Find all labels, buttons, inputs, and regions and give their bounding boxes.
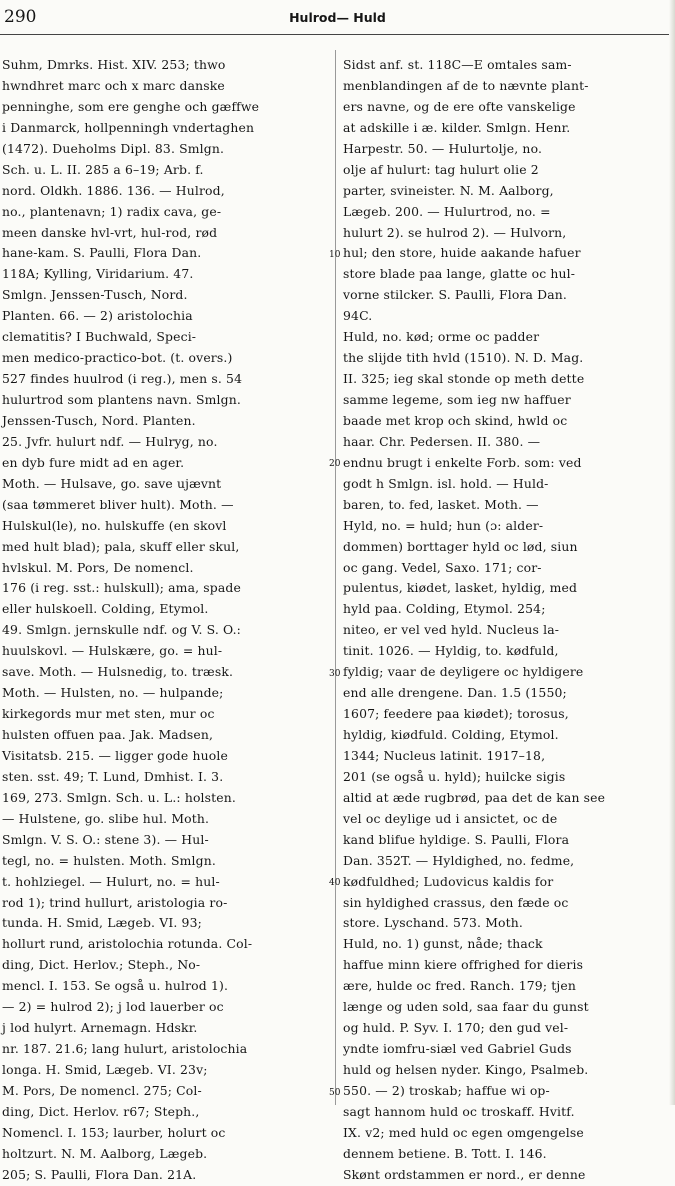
text-line: Hulskul(le), no. hulskuffe (en skovl xyxy=(2,517,227,533)
text-line: Moth. — Hulsten, no. — hulpande; xyxy=(2,685,224,701)
text-line: eller hulskoell. Colding, Etymol. xyxy=(2,601,209,617)
text-line: (saa tømmeret bliver hult). Moth. — xyxy=(2,496,234,512)
text-line: oc gang. Vedel, Saxo. 171; cor- xyxy=(343,559,542,575)
text-line: dennem betiene. B. Tott. I. 146. xyxy=(343,1145,547,1161)
text-line: men medico-practico-bot. (t. overs.) xyxy=(2,350,233,366)
text-line: hyldig, kiødfuld. Colding, Etymol. xyxy=(343,727,559,742)
text-line: 118A; Kylling, Viridarium. 47. xyxy=(2,266,194,282)
text-line: 201 (se også u. hyld); huilcke sigis xyxy=(343,768,566,784)
text-line: rod 1); trind hullurt, aristologia ro- xyxy=(2,894,228,910)
text-line: niteo, er vel ved hyld. Nucleus la- xyxy=(343,622,560,638)
text-line: 205; S. Paulli, Flora Dan. 21A. xyxy=(2,1166,197,1182)
text-line: hulsten offuen paa. Jak. Madsen, xyxy=(2,727,214,742)
text-line: M. Pors, De nomencl. 275; Col- xyxy=(2,1082,202,1098)
text-line: tunda. H. Smid, Lægeb. VI. 93; xyxy=(2,915,202,931)
text-line: 1607; feedere paa kiødet); torosus, xyxy=(343,706,569,722)
text-line: sten. sst. 49; T. Lund, Dmhist. I. 3. xyxy=(2,768,224,784)
text-line: no., plantenavn; 1) radix cava, ge- xyxy=(2,203,222,219)
text-line: penninghe, som ere genghe och gæffwe xyxy=(2,98,260,114)
text-line: Moth. — Hulsave, go. save ujævnt xyxy=(2,475,222,491)
text-line: vel oc deylige ud i ansictet, oc de xyxy=(343,810,558,826)
page-edge-shadow xyxy=(669,0,675,1105)
text-line: hwndhret marc och x marc danske xyxy=(2,77,225,93)
text-line: kand blifue hyldige. S. Paulli, Flora xyxy=(343,831,570,847)
text-line: altid at æde rugbrød, paa det de kan see xyxy=(343,789,606,805)
text-line: vorne stilcker. S. Paulli, Flora Dan. xyxy=(343,287,568,303)
text-line: haar. Chr. Pedersen. II. 380. — xyxy=(343,433,541,449)
text-line: endnu brugt i enkelte Forb. som: ved xyxy=(343,454,582,470)
text-line: en dyb fure midt ad en ager. xyxy=(2,454,185,470)
text-line: fyldig; vaar de deyligere oc hyldigere xyxy=(343,664,584,680)
text-line: 527 findes huulrod (i reg.), men s. 54 xyxy=(2,371,243,387)
text-line: pulentus, kiødet, lasket, hyldig, med xyxy=(343,580,578,596)
text-line: kødfuldhed; Ludovicus kaldis for xyxy=(343,873,554,889)
left-column xyxy=(2,55,329,1182)
text-line: dommen) borttager hyld oc lød, siun xyxy=(343,538,578,554)
text-line: Smlgn. Jenssen-Tusch, Nord. xyxy=(2,287,188,303)
text-line: ære, hulde oc fred. Ranch. 179; tjen xyxy=(343,978,576,994)
text-line: Smlgn. V. S. O.: stene 3). — Hul- xyxy=(2,831,209,847)
text-line: — 2) = hulrod 2); j lod lauerber oc xyxy=(2,999,224,1015)
text-line: Lægeb. 200. — Hulurtrod, no. = xyxy=(343,203,551,219)
text-line: olje af hulurt: tag hulurt olie 2 xyxy=(343,161,539,177)
text-line: parter, svineister. N. M. Aalborg, xyxy=(343,182,554,198)
text-line: end alle drengene. Dan. 1.5 (1550; xyxy=(343,685,567,701)
text-line: samme legeme, som ieg nw haffuer xyxy=(343,392,571,407)
text-line: menblandingen af de to nævnte plant- xyxy=(343,77,589,93)
text-line: Nomencl. I. 153; laurber, holurt oc xyxy=(2,1124,226,1140)
text-line: Dan. 352T. — Hyldighed, no. fedme, xyxy=(343,852,575,868)
text-line: Harpestr. 50. — Hulurtolje, no. xyxy=(343,140,543,156)
text-line: Huld, no. kød; orme oc padder xyxy=(343,329,540,345)
text-line: hyld paa. Colding, Etymol. 254; xyxy=(343,601,546,617)
text-line: at adskille i æ. kilder. Smlgn. Henr. xyxy=(343,119,571,135)
text-line: IX. v2; med huld oc egen omgengelse xyxy=(343,1124,584,1140)
text-line: Skønt ordstammen er nord., er denne xyxy=(343,1166,586,1182)
text-line: sagt hannom huld oc troskaff. Hvitf. xyxy=(343,1103,575,1119)
text-line: 25. Jvfr. hulurt ndf. — Hulryg, no. xyxy=(2,433,218,449)
text-line: 1344; Nucleus latinit. 1917–18, xyxy=(343,747,546,763)
text-line: hane-kam. S. Paulli, Flora Dan. xyxy=(2,245,202,261)
text-line: meen danske hvl-vrt, hul-rod, rød xyxy=(2,224,218,240)
text-line: hulurtrod som plantens navn. Smlgn. xyxy=(2,392,241,407)
text-line: the slijde tith hvld (1510). N. D. Mag. xyxy=(343,350,584,366)
text-line: Suhm, Dmrks. Hist. XIV. 253; thwo xyxy=(2,57,226,72)
text-line: II. 325; ieg skal stonde op meth dette xyxy=(343,371,585,387)
text-line: Hyld, no. = huld; hun (ɔ: alder- xyxy=(343,517,544,533)
header-rule xyxy=(0,34,669,35)
text-line: save. Moth. — Hulsnedig, to. træsk. xyxy=(2,664,234,680)
line-number: 50 xyxy=(329,1087,341,1098)
text-line: 169, 273. Smlgn. Sch. u. L.: holsten. xyxy=(2,789,237,805)
text-line: hollurt rund, aristolochia rotunda. Col- xyxy=(2,936,253,952)
text-line: hvlskul. M. Pors, De nomencl. xyxy=(2,559,194,575)
text-line: store blade paa lange, glatte oc hul- xyxy=(343,266,576,282)
text-line: huld og helsen nyder. Kingo, Psalmeb. xyxy=(343,1062,589,1077)
text-line: hulurt 2). se hulrod 2). — Hulvorn, xyxy=(343,224,567,240)
text-line: j lod hulyrt. Arnemagn. Hdskr. xyxy=(2,1020,198,1036)
page-header xyxy=(0,0,675,40)
text-line: Huld, no. 1) gunst, nåde; thack xyxy=(343,936,543,952)
text-line: (1472). Dueholms Dipl. 83. Smlgn. xyxy=(2,140,225,156)
text-line: Visitatsb. 215. — ligger gode huole xyxy=(2,747,228,763)
text-line: baren, to. fed, lasket. Moth. — xyxy=(343,496,539,512)
text-line: Sidst anf. st. 118C—E omtales sam- xyxy=(343,57,572,72)
text-line: tinit. 1026. — Hyldig, to. kødfuld, xyxy=(343,643,559,659)
text-line: t. hohlziegel. — Hulurt, no. = hul- xyxy=(2,873,220,889)
text-line: mencl. I. 153. Se også u. hulrod 1). xyxy=(2,978,229,994)
text-line: i Danmarck, hollpenningh vndertaghen xyxy=(2,119,255,135)
text-line: ers navne, og de ere ofte vanskelige xyxy=(343,98,576,114)
text-line: Sch. u. L. II. 285 a 6–19; Arb. f. xyxy=(2,161,204,177)
text-line: og huld. P. Syv. I. 170; den gud vel- xyxy=(343,1020,569,1036)
right-column xyxy=(343,55,666,1182)
text-line: holtzurt. N. M. Aalborg, Lægeb. xyxy=(2,1145,208,1161)
page-number: 290 xyxy=(4,7,37,27)
running-head: Hulrod— Huld xyxy=(289,10,386,25)
text-line: nr. 187. 21.6; lang hulurt, aristolochia xyxy=(2,1041,248,1057)
line-number: 10 xyxy=(329,249,341,260)
text-line: 176 (i reg. sst.: hulskull); ama, spade xyxy=(2,580,241,596)
text-line: med hult blad); pala, skuff eller skul, xyxy=(2,538,240,554)
text-line: huulskovl. — Hulskære, go. = hul- xyxy=(2,643,223,659)
text-line: haffue minn kiere offrighed for dieris xyxy=(343,957,584,973)
text-line: Planten. 66. — 2) aristolochia xyxy=(2,308,193,324)
line-number: 30 xyxy=(329,668,341,679)
text-line: 49. Smlgn. jernskulle ndf. og V. S. O.: xyxy=(2,622,241,638)
text-line: kirkegords mur met sten, mur oc xyxy=(2,706,215,722)
text-line: ding, Dict. Herlov.; Steph., No- xyxy=(2,957,201,973)
text-line: 94C. xyxy=(343,308,373,324)
text-line: ding, Dict. Herlov. r67; Steph., xyxy=(2,1103,200,1119)
text-line: Jenssen-Tusch, Nord. Planten. xyxy=(2,412,196,428)
text-line: nord. Oldkh. 1886. 136. — Hulrod, xyxy=(2,182,225,198)
column-divider xyxy=(335,50,336,1105)
text-line: sin hyldighed crassus, den fæde oc xyxy=(343,894,569,910)
line-number: 40 xyxy=(329,878,341,889)
line-number: 20 xyxy=(329,459,341,470)
text-line: longa. H. Smid, Lægeb. VI. 23v; xyxy=(2,1062,208,1077)
text-line: — Hulstene, go. slibe hul. Moth. xyxy=(2,810,210,826)
text-line: godt h Smlgn. isl. hold. — Huld- xyxy=(343,475,549,491)
text-line: baade met krop och skind, hwld oc xyxy=(343,412,568,428)
text-line: clematitis? I Buchwald, Speci- xyxy=(2,329,197,345)
text-line: store. Lyschand. 573. Moth. xyxy=(343,915,524,931)
text-line: hul; den store, huide aakande hafuer xyxy=(343,245,581,261)
text-line: længe og uden sold, saa faar du gunst xyxy=(343,999,589,1015)
text-line: tegl, no. = hulsten. Moth. Smlgn. xyxy=(2,852,216,868)
text-line: yndte iomfru-siæl ved Gabriel Guds xyxy=(343,1041,572,1057)
text-line: 550. — 2) troskab; haffue wi op- xyxy=(343,1082,550,1098)
